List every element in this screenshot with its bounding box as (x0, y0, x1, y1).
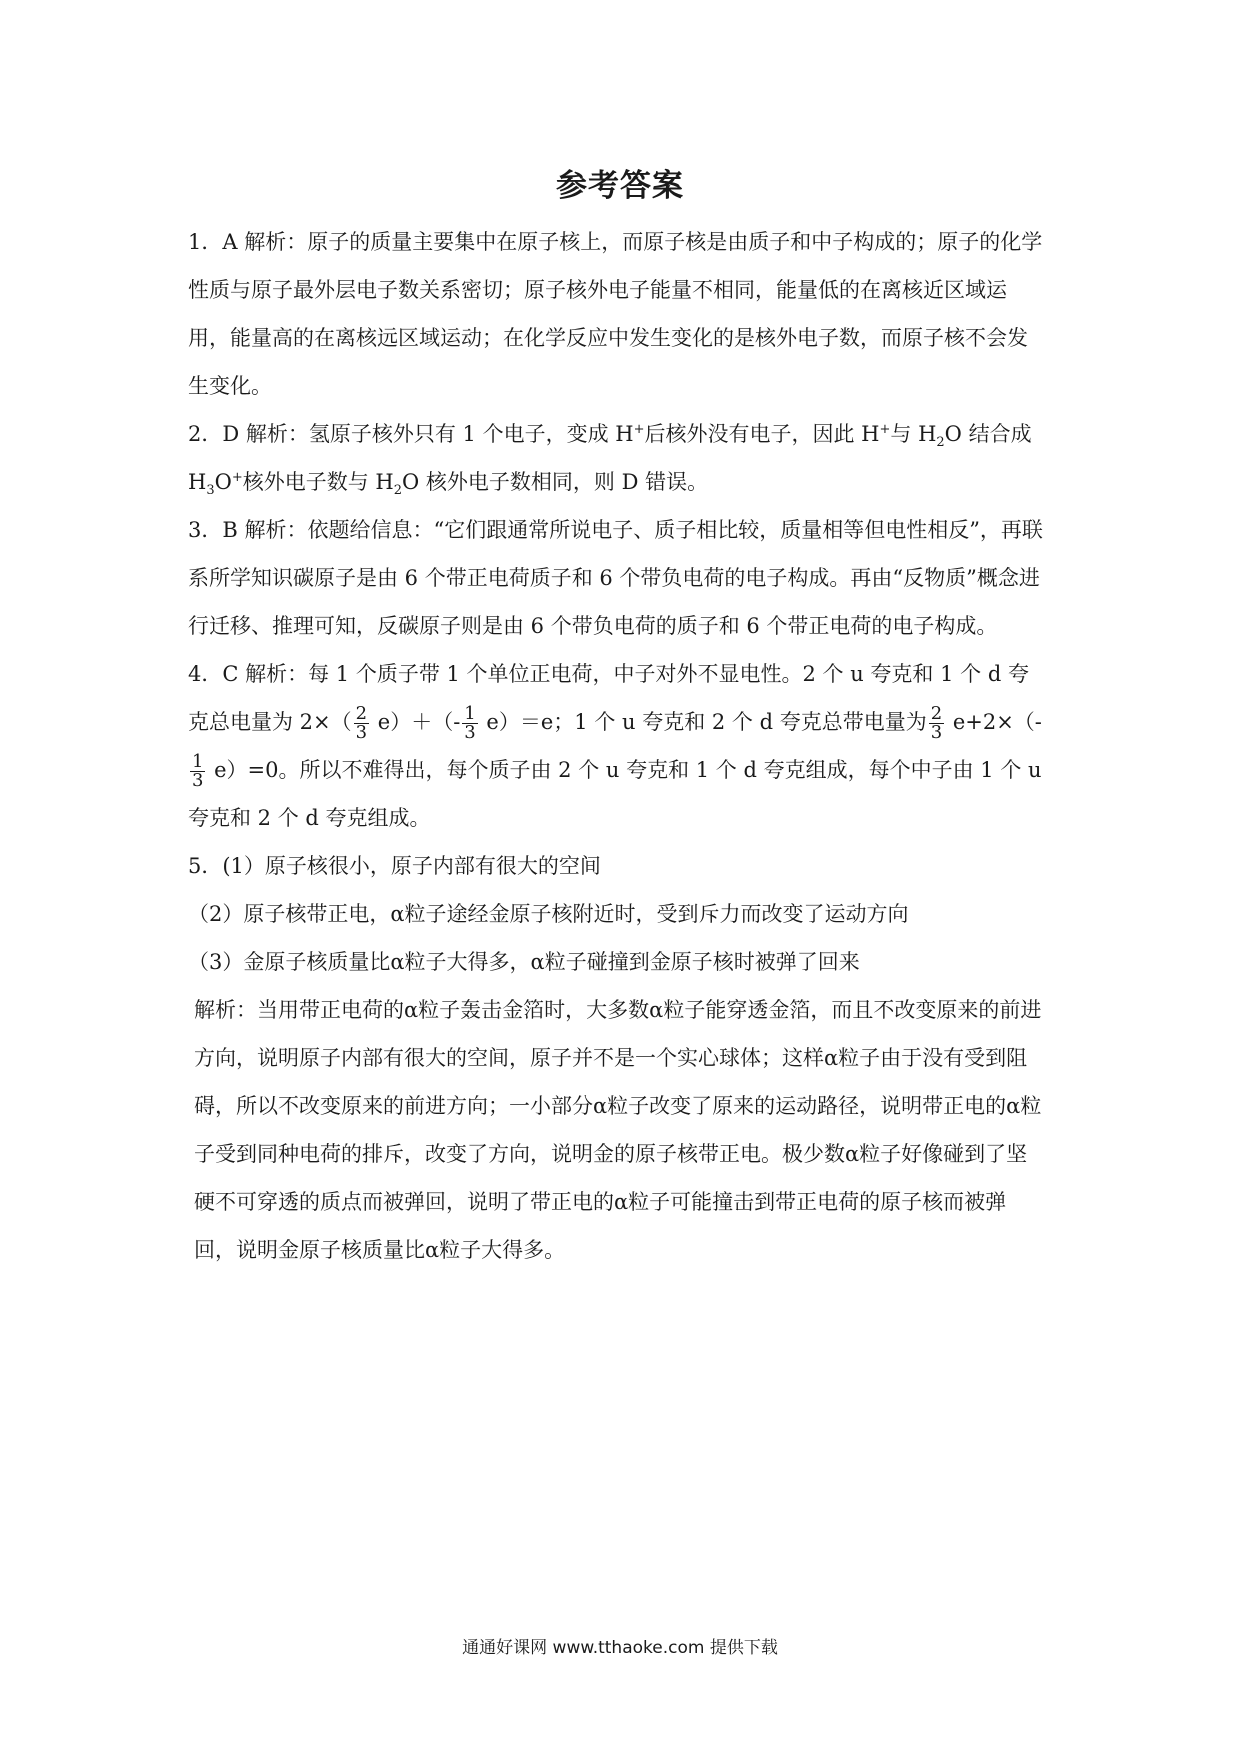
answer-5-part-2: （2）原子核带正电，α粒子途经金原子核附近时，受到斥力而改变了运动方向 (188, 902, 909, 926)
answer-3: 3．B 解析：依题给信息：“它们跟通常所说电子、质子相比较，质量相等但电性相反”，再联系所学知识碳原子是由 6 个带正电荷质子和 6 个带负电荷的电子构成。再由“反物质”概念进行迁移、推理可知，反碳原子则是由 6 个带负电荷的质子和 6 个带正电荷的电子构成。 (188, 518, 1043, 638)
answer-5-part-1: 5．(1）原子核很小，原子内部有很大的空间 (188, 854, 601, 878)
page-footer: 通通好课网 www.tthaoke.com 提供下载 (462, 1638, 778, 1658)
fraction: $\frac{2}{3}$ (930, 703, 943, 743)
answer-5-explanation: 解析：当用带正电荷的α粒子轰击金箔时，大多数α粒子能穿透金箔，而且不改变原来的前进方向，说明原子内部有很大的空间，原子并不是一个实心球体；这样α粒子由于没有受到阻碍，所以不改变原来的前进方向；一小部分α粒子改变了原来的运动路径，说明带正电的α粒子受到同种电荷的排斥，改变了方向，说明金的原子核带正电。极少数α粒子好像碰到了坚硬不可穿透的质点而被弹回，说明了带正电的α粒子可能撞击到带正电荷的原子核而被弹回，说明金原子核质量比α粒子大得多。 (194, 998, 1042, 1262)
answer-1: 1．A 解析：原子的质量主要集中在原子核上，而原子核是由质子和中子构成的；原子的化学性质与原子最外层电子数关系密切；原子核外电子能量不相同，能量低的在离核近区域运用，能量高的在离核远区域运动；在化学反应中发生变化的是核外电子数，而原子核不会发生变化。 (188, 230, 1043, 398)
answer-content (188, 218, 1048, 1274)
fraction: $\frac{1}{3}$ (192, 751, 204, 791)
fraction: $\frac{2}{3}$ (355, 703, 368, 743)
answer-4: 4．C 解析：每 1 个质子带 1 个单位正电荷，中子对外不显电性。2 个 u 夸克和 1 个 d 夸克总电量为 2×（ $\frac{2}{3}$ e）＋（- $\frac{1}{3}$ e）＝e；1 个 u 夸克和 2 个 d 夸克总带电量为 $\frac{2}{3}$ e+2×（- $\frac{1}{3}$ e）=0。所以不难得出，每个质子由 2 个 u 夸克和 1 个 d 夸克组成，每个中子由 1 个 u 夸克和 2 个 d 夸克组成。 (188, 662, 1042, 830)
page-title: 参考答案 (556, 168, 684, 204)
answer-2: 2．D 解析：氢原子核外只有 1 个电子，变成 H+后核外没有电子，因此 H+与 $H_2O$ 结合成 $H_3O^+$核外电子数与 $H_2O$ 核外电子数相同，则 D 错误。 (188, 422, 1032, 499)
answer-5-part-3: （3）金原子核质量比α粒子大得多，α粒子碰撞到金原子核时被弹了回来 (188, 950, 860, 974)
fraction: $\frac{1}{3}$ (464, 703, 476, 743)
